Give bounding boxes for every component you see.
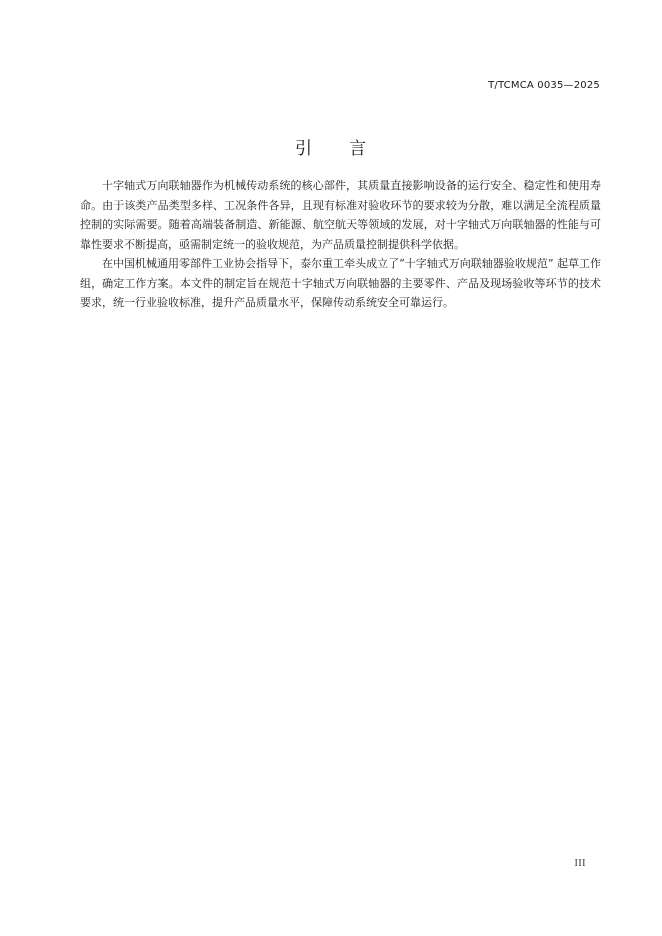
introduction-body: [80, 176, 601, 313]
page-number: III: [574, 858, 586, 869]
paragraph-2: 在中国机械通用零部件工业协会指导下，泰尔重工牵头成立了“十字轴式万向联轴器验收规范” 起草工作组，确定工作方案。本文件的制定旨在规范十字轴式万向联轴器的主要零件、产品及现场验收等环节的技术要求，统一行业验收标准，提升产品质量水平，保障传动系统安全可靠运行。: [80, 257, 601, 309]
page-title: 引 言: [295, 139, 367, 159]
paragraph-1: 十字轴式万向联轴器作为机械传动系统的核心部件，其质量直接影响设备的运行安全、稳定性和使用寿命。由于该类产品类型多样、工况条件各异，且现有标准对验收环节的要求较为分散，难以满足全流程质量控制的实际需要。随着高端装备制造、新能源、航空航天等领域的发展，对十字轴式万向联轴器的性能与可靠性要求不断提高，亟需制定统一的验收规范，为产品质量控制提供科学依据。: [80, 179, 601, 251]
document-code: T/TCMCA 0035—2025: [488, 80, 600, 91]
